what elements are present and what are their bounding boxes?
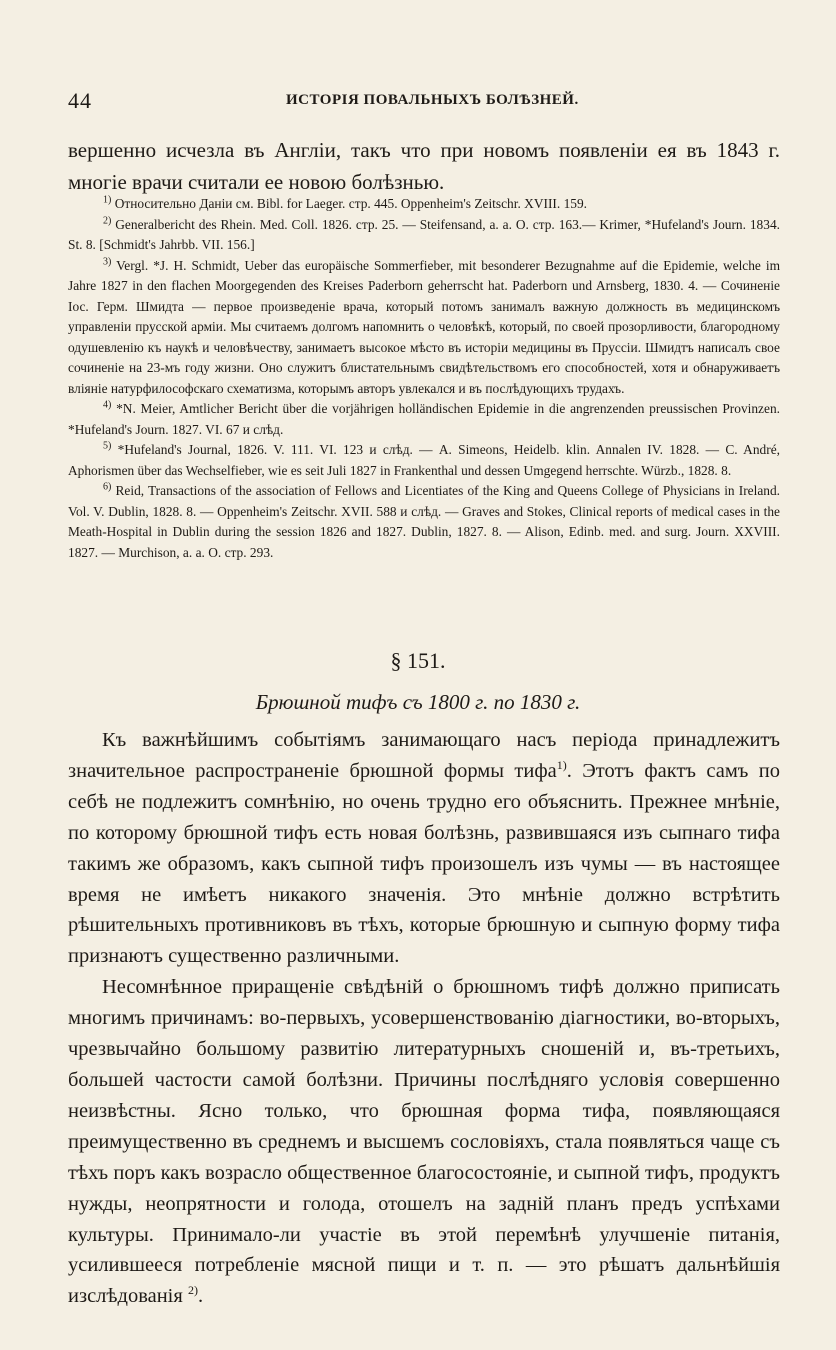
footnote-4 [68, 399, 780, 440]
footnote-1 [68, 194, 780, 215]
opening-paragraph: вершенно исчезла въ Англіи, такъ что при новомъ появленіи ея въ 1843 г. многіе врачи считали ее новою болѣзнью. [68, 138, 780, 194]
footnotes [68, 194, 780, 563]
footnote-reference: 1) [556, 758, 567, 773]
footnote-text: Generalbericht des Rhein. Med. Coll. 1826. стр. 25. — Steifensand, a. a. O. стр. 163.— Krimer, *Hufeland's Journ. 1834. St. 8. [Schmidt's Jahrbb. VII. 156.] [68, 216, 780, 252]
running-head: ИСТОРІЯ ПОВАЛЬНЫХЪ БОЛѢЗНЕЙ. [286, 92, 579, 108]
footnote-marker: 4) [103, 399, 112, 411]
footnote-text: *N. Meier, Amtlicher Bericht über die vorjährigen holländischen Epidemie in die angrenzenden preussischen Provinzen. *Hufeland's Journ. 1827. VI. 67 и слѣд. [68, 401, 780, 437]
section-body [68, 725, 780, 1312]
footnote-marker: 5) [103, 440, 112, 452]
footnote-6 [68, 481, 780, 563]
body-paragraph-2 [68, 972, 780, 1312]
page-number: 44 [68, 88, 92, 113]
paragraph-text-continued: . [197, 1285, 204, 1308]
footnote-text: Reid, Transactions of the association of Fellows and Licentiates of the King and Queens College of Physicians in Ireland. Vol. V. Dublin, 1828. 8. — Oppenheim's Zeitschr. XVII. 588 и слѣд. — Graves and Stokes, Clinical reports of medical cases in the Meath-Hospital in Dublin during the session 1826 and 1827. Dublin, 1827. 8. — Alison, Edinb. med. and surg. Journ. XXVIII. 1827. — Murchison, a. a. O. стр. 293. [68, 483, 780, 560]
paragraph-text-continued: . Этотъ фактъ самъ по себѣ не подлежитъ сомнѣнію, но очень трудно его объяснить. Прежнее мнѣніе, по которому брюшной тифъ есть новая болѣзнь, развившаяся изъ сыпнаго тифа такимъ же образомъ, какъ сыпной тифъ произошелъ изъ чумы — въ настоящее время не имѣетъ никакого значенія. Это мнѣніе должно встрѣтить рѣшительныхъ противниковъ въ тѣхъ, которые брюшную и сыпную форму тифа признаютъ существенно различными. [68, 759, 780, 968]
footnote-reference: 2) [187, 1283, 198, 1298]
body-paragraph-1 [68, 725, 780, 972]
footnote-5 [68, 440, 780, 481]
section-title: Брюшной тифъ съ 1800 г. по 1830 г. [255, 690, 581, 714]
footnote-text: Относительно Даніи см. Bibl. for Laeger. стр. 445. Oppenheim's Zeitschr. XVIII. 159. [114, 196, 588, 211]
footnote-marker: 3) [103, 256, 112, 268]
footnote-marker: 2) [103, 215, 112, 227]
paragraph-text: Несомнѣнное приращеніе свѣдѣній о брюшномъ тифѣ должно приписать многимъ причинамъ: во-первыхъ, усовершенствованію діагностики, во-вторыхъ, чрезвычайно большому развитію литературныхъ сношеній и, въ-третьихъ, большей частости самой болѣзни. Причины послѣдняго условія совершенно неизвѣстны. Ясно только, что брюшная форма тифа, появляющаяся преимущественно въ среднемъ и высшемъ сословіяхъ, стала появляться чаще съ тѣхъ поръ какъ возрасло общественное благосостояніе, и сыпной тифъ, продуктъ нужды, неопрятности и голода, отошелъ на задній планъ предъ успѣхами культуры. Принимало-ли участіе въ этой перемѣнѣ улучшеніе питанія, усилившееся потребленіе мясной пищи и т. п. — это рѣшатъ дальнѣйшія изслѣдованія [68, 976, 780, 1308]
paragraph-text: Къ важнѣйшимъ событіямъ занимающаго насъ періода принадлежитъ значительное распространеніе брюшной формы тифа [68, 729, 780, 782]
opening-text-block [68, 134, 780, 198]
footnote-2 [68, 215, 780, 256]
page-header [68, 88, 768, 114]
footnote-marker: 1) [103, 194, 112, 206]
footnote-text: *Hufeland's Journal, 1826. V. 111. VI. 123 и слѣд. — A. Simeons, Heidelb. klin. Annalen IV. 1828. — C. André, Aphorismen über das Wechselfieber, wie es seit Juli 1827 in Frankenthal und dessen Umgegend herrschte. Würzb., 1828. 8. [68, 442, 780, 478]
footnote-3 [68, 256, 780, 400]
section-number: § 151. [390, 648, 446, 673]
footnote-text: Vergl. *J. H. Schmidt, Ueber das europäische Sommerfieber, mit besonderer Bezugnahme auf die Epidemie, welche im Jahre 1827 in den flachen Moorgegenden des Kreises Paderborn geherrscht hat. Paderborn und Arnsberg, 1830. 4. — Сочиненіе Іос. Герм. Шмидта — первое произведеніе врача, который потомъ занималъ важную должность въ медицинскомъ управленіи прусской арміи. Мы считаемъ долгомъ напомнить о человѣкѣ, который, по своей прозорливости, благородному одушевленію къ наукѣ и человѣчеству, занимаетъ высокое мѣсто въ исторіи медицины въ Пруссіи. Шмидтъ написалъ свое сочиненіе на 23-мъ году жизни. Оно служитъ блистательнымъ свидѣтельствомъ его способностей, хотя и обнаруживаетъ вліяніе натурфилософскаго схематизма, которымъ авторъ увлекался и въ послѣдующихъ трудахъ. [68, 257, 781, 396]
footnote-marker: 6) [103, 481, 112, 493]
